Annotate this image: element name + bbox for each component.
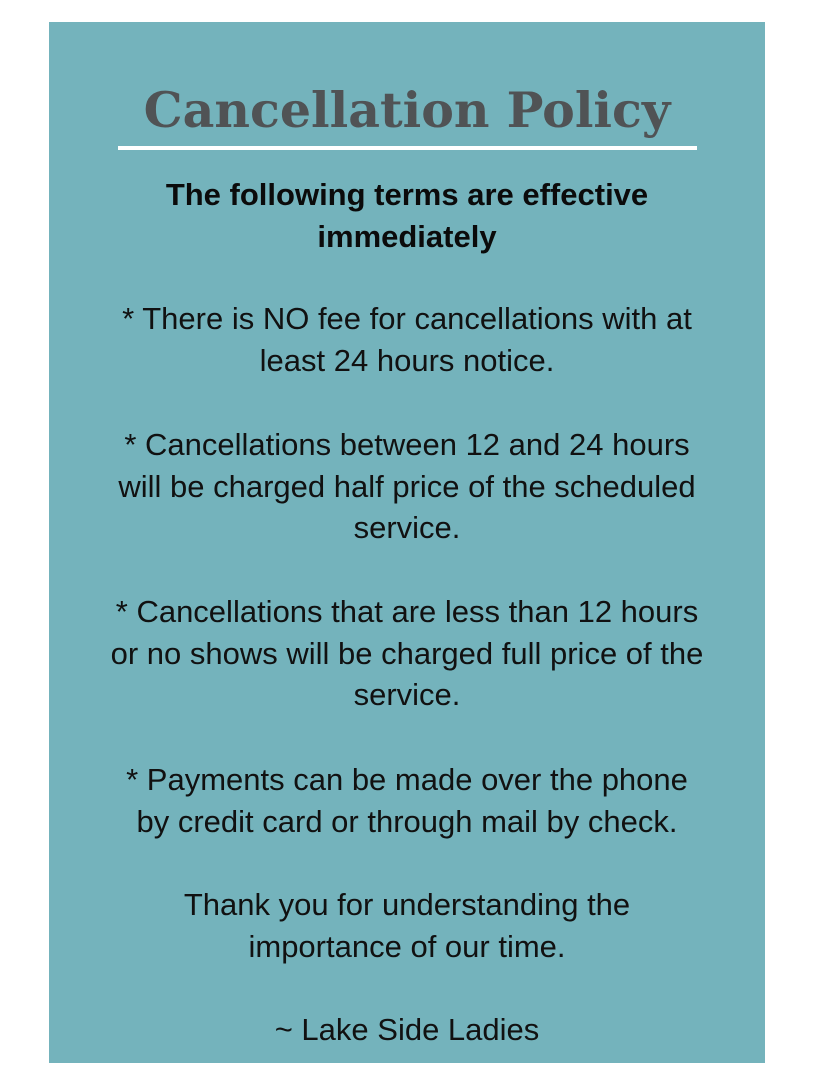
thank-you-note [49, 884, 765, 967]
full-price-term [49, 591, 765, 716]
term-line: by credit card or through mail by check. [136, 803, 678, 839]
signature-line: ~ Lake Side Ladies [274, 1012, 540, 1047]
note-line: importance of our time. [248, 928, 566, 964]
no-fee-term [49, 298, 765, 381]
term-line: will be charged half price of the scheduled [118, 468, 696, 504]
policy-card [49, 22, 765, 1063]
signature [49, 1009, 765, 1051]
note-line: Thank you for understanding the [183, 887, 631, 922]
half-price-term [49, 424, 765, 549]
term-line: * Payments can be made over the phone [126, 762, 688, 797]
term-line: least 24 hours notice. [259, 342, 555, 378]
term-line: service. [353, 510, 461, 545]
term-line: or no shows will be charged full price of the [110, 635, 704, 671]
effective-notice-line: The following terms are effective [165, 177, 649, 212]
title-divider [118, 146, 697, 150]
term-line: * Cancellations that are less than 12 hours [115, 594, 699, 629]
payment-term [49, 759, 765, 842]
effective-notice [49, 174, 765, 258]
term-line: * Cancellations between 12 and 24 hours [124, 427, 690, 462]
term-line: * There is NO fee for cancellations with at [122, 301, 692, 336]
term-line: service. [353, 677, 461, 712]
effective-notice-line: immediately [317, 219, 497, 254]
policy-title: Cancellation Policy [143, 81, 671, 139]
